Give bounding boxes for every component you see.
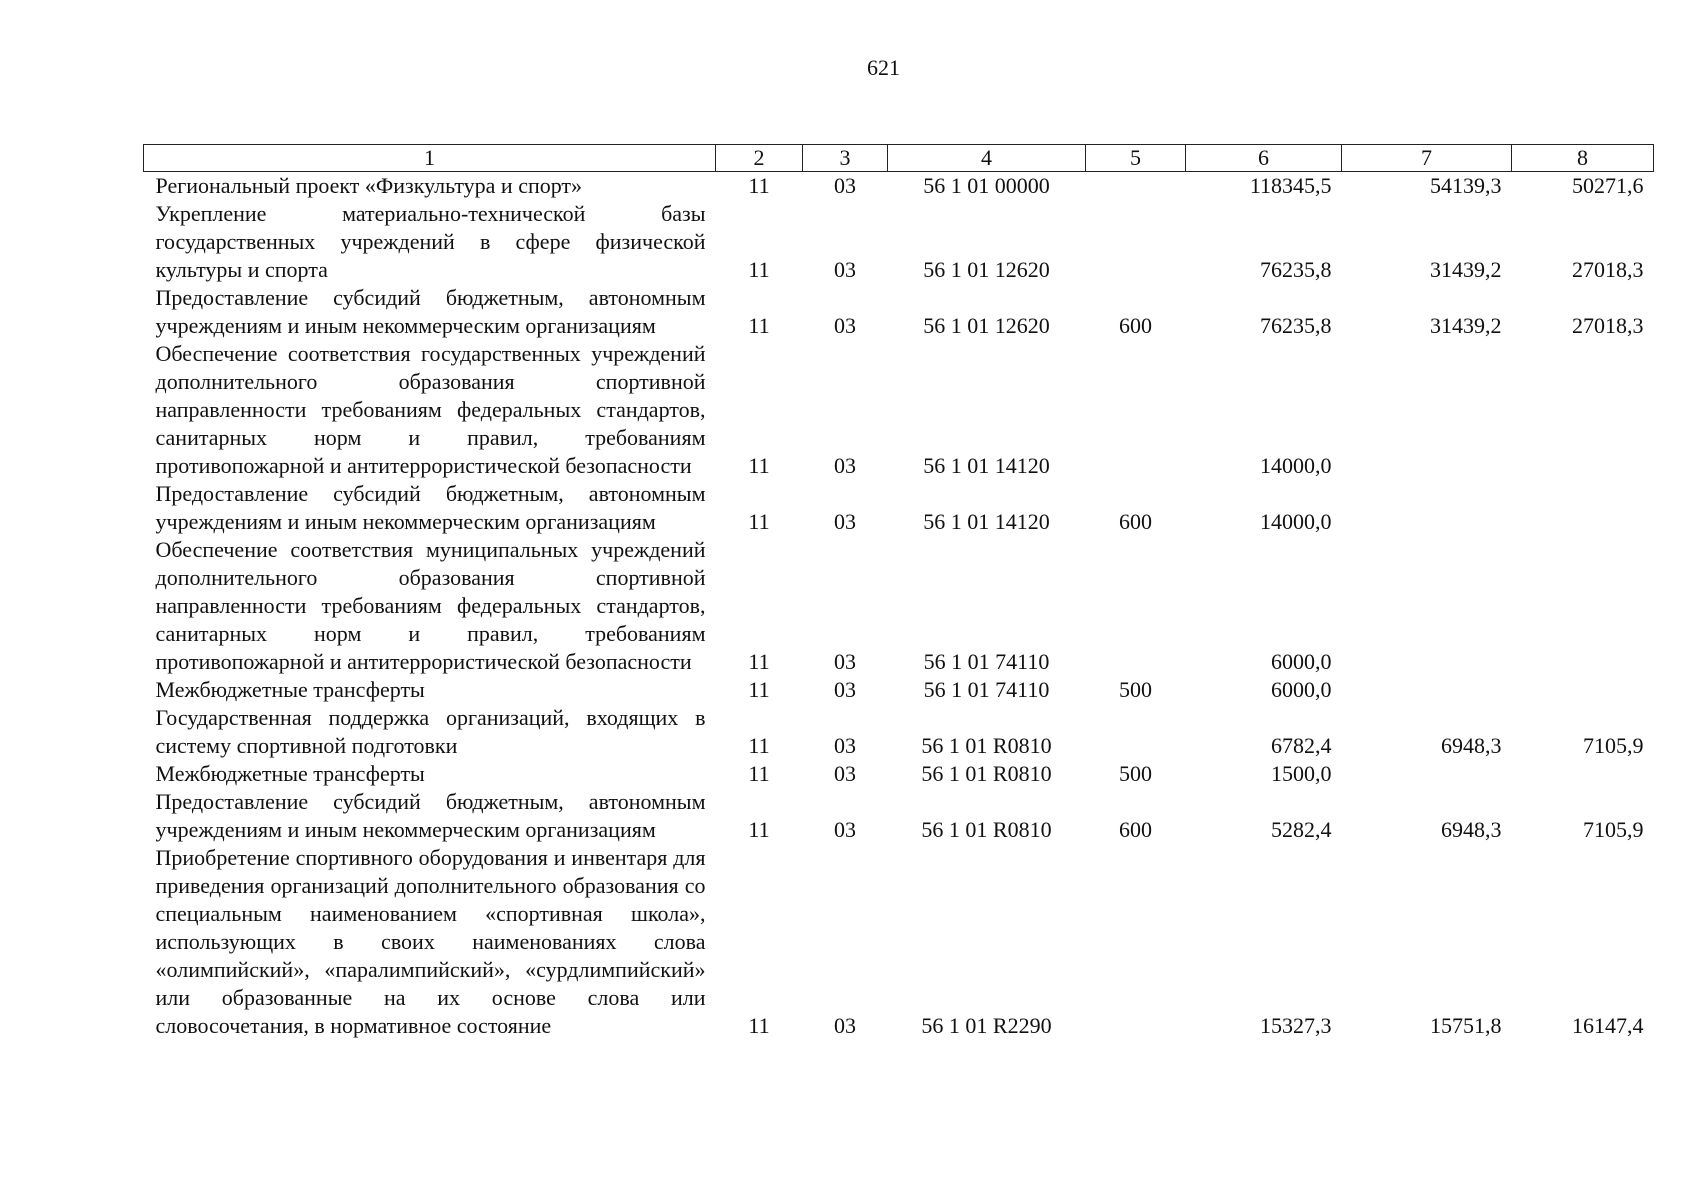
row-amount-1: 6782,4 bbox=[1271, 733, 1332, 758]
row-vr: 500 bbox=[1119, 761, 1152, 786]
row-amount-1: 1500,0 bbox=[1271, 761, 1332, 786]
header-col-6: 6 bbox=[1186, 145, 1342, 172]
table-row bbox=[144, 340, 1654, 480]
row-csr: 56 1 01 R0810 bbox=[921, 761, 1052, 786]
page-number: 621 bbox=[867, 55, 900, 80]
table-row bbox=[144, 844, 1654, 1040]
header-col-5: 5 bbox=[1086, 145, 1186, 172]
row-vr bbox=[1086, 340, 1186, 480]
row-amount-2 bbox=[1342, 760, 1512, 788]
row-csr: 56 1 01 00000 bbox=[923, 173, 1050, 198]
table-row bbox=[144, 676, 1654, 704]
header-col-8: 8 bbox=[1512, 145, 1654, 172]
row-amount-2: 6948,3 bbox=[1441, 817, 1502, 842]
row-pr: 03 bbox=[834, 1013, 856, 1038]
row-name: Приобретение спортивного оборудования и инвентаря для приведения организаций дополнительного образования со специальным наименованием «спортивная школа», использующих в своих наименованиях слова «олимпийский», «паралимпийский», «сурдлимпийский» или образованные на их основе слова или словосочетания, в нормативное состояние bbox=[155, 845, 706, 1038]
row-name: Предоставление субсидий бюджетным, автономным учреждениям и иным некоммерческим организациям bbox=[155, 789, 706, 842]
row-amount-3 bbox=[1512, 536, 1654, 676]
row-pr: 03 bbox=[834, 453, 856, 478]
row-amount-2: 6948,3 bbox=[1441, 733, 1502, 758]
row-amount-2 bbox=[1342, 340, 1512, 480]
row-amount-3: 16147,4 bbox=[1572, 1013, 1644, 1038]
row-amount-1: 118345,5 bbox=[1249, 173, 1332, 198]
header-col-3: 3 bbox=[803, 145, 888, 172]
row-rz: 11 bbox=[748, 677, 770, 702]
row-amount-1: 5282,4 bbox=[1271, 817, 1332, 842]
row-amount-3 bbox=[1512, 676, 1654, 704]
row-csr: 56 1 01 14120 bbox=[923, 453, 1050, 478]
table-row bbox=[144, 172, 1654, 201]
row-pr: 03 bbox=[834, 313, 856, 338]
row-csr: 56 1 01 14120 bbox=[923, 509, 1050, 534]
row-pr: 03 bbox=[834, 677, 856, 702]
row-name: Предоставление субсидий бюджетным, автономным учреждениям и иным некоммерческим организациям bbox=[155, 481, 706, 534]
table-row bbox=[144, 760, 1654, 788]
row-pr: 03 bbox=[834, 817, 856, 842]
row-rz: 11 bbox=[748, 649, 770, 674]
row-vr bbox=[1086, 200, 1186, 284]
row-rz: 11 bbox=[748, 453, 770, 478]
row-vr bbox=[1086, 704, 1186, 760]
row-amount-3: 7105,9 bbox=[1583, 733, 1644, 758]
header-col-4: 4 bbox=[888, 145, 1086, 172]
row-amount-2 bbox=[1342, 676, 1512, 704]
row-name: Обеспечение соответствия муниципальных учреждений дополнительного образования спортивной направленности требованиям федеральных стандартов, санитарных норм и правил, требованиям противопожарной и антитеррористической безопасности bbox=[155, 537, 706, 674]
table-row bbox=[144, 704, 1654, 760]
row-amount-1: 76235,8 bbox=[1260, 313, 1332, 338]
row-rz: 11 bbox=[748, 313, 770, 338]
row-amount-3 bbox=[1512, 480, 1654, 536]
header-col-1: 1 bbox=[144, 145, 716, 172]
row-amount-3 bbox=[1512, 340, 1654, 480]
row-rz: 11 bbox=[748, 817, 770, 842]
row-csr: 56 1 01 R0810 bbox=[921, 817, 1052, 842]
row-name: Региональный проект «Физкультура и спорт» bbox=[155, 173, 583, 198]
row-pr: 03 bbox=[834, 173, 856, 198]
row-rz: 11 bbox=[748, 257, 770, 282]
row-pr: 03 bbox=[834, 761, 856, 786]
row-csr: 56 1 01 12620 bbox=[923, 257, 1050, 282]
row-vr: 600 bbox=[1119, 313, 1152, 338]
header-col-7: 7 bbox=[1342, 145, 1512, 172]
row-vr: 500 bbox=[1119, 677, 1152, 702]
row-name: Межбюджетные трансферты bbox=[155, 761, 425, 786]
row-csr: 56 1 01 12620 bbox=[923, 313, 1050, 338]
row-amount-2: 31439,2 bbox=[1430, 257, 1502, 282]
row-pr: 03 bbox=[834, 733, 856, 758]
row-name: Укрепление материально-технической базы государственных учреждений в сфере физической культуры и спорта bbox=[155, 201, 706, 282]
row-rz: 11 bbox=[748, 733, 770, 758]
row-amount-3 bbox=[1512, 760, 1654, 788]
row-csr: 56 1 01 R0810 bbox=[921, 733, 1052, 758]
row-amount-2: 15751,8 bbox=[1430, 1013, 1502, 1038]
row-amount-1: 14000,0 bbox=[1260, 509, 1332, 534]
row-amount-2: 31439,2 bbox=[1430, 313, 1502, 338]
table-row bbox=[144, 284, 1654, 340]
row-amount-2 bbox=[1342, 536, 1512, 676]
row-rz: 11 bbox=[748, 509, 770, 534]
row-name: Предоставление субсидий бюджетным, автономным учреждениям и иным некоммерческим организациям bbox=[155, 285, 706, 338]
row-amount-1: 76235,8 bbox=[1260, 257, 1332, 282]
row-pr: 03 bbox=[834, 649, 856, 674]
table-row bbox=[144, 788, 1654, 844]
row-amount-3: 27018,3 bbox=[1572, 313, 1644, 338]
table-row bbox=[144, 200, 1654, 284]
row-amount-3: 27018,3 bbox=[1572, 257, 1644, 282]
table-row bbox=[144, 536, 1654, 676]
row-amount-1: 6000,0 bbox=[1271, 649, 1332, 674]
row-vr bbox=[1086, 844, 1186, 1040]
row-amount-1: 14000,0 bbox=[1260, 453, 1332, 478]
row-amount-3: 50271,6 bbox=[1572, 173, 1644, 198]
row-amount-2: 54139,3 bbox=[1430, 173, 1502, 198]
row-csr: 56 1 01 74110 bbox=[923, 649, 1050, 674]
row-pr: 03 bbox=[834, 257, 856, 282]
row-name: Межбюджетные трансферты bbox=[155, 677, 425, 702]
row-name: Обеспечение соответствия государственных учреждений дополнительного образования спортивной направленности требованиям федеральных стандартов, санитарных норм и правил, требованиям противопожарной и антитеррористической безопасности bbox=[155, 341, 706, 478]
header-row bbox=[144, 145, 1654, 172]
table-row bbox=[144, 480, 1654, 536]
row-vr: 600 bbox=[1119, 817, 1152, 842]
row-amount-3: 7105,9 bbox=[1583, 817, 1644, 842]
row-rz: 11 bbox=[748, 761, 770, 786]
table-body bbox=[144, 172, 1654, 1041]
row-rz: 11 bbox=[748, 173, 770, 198]
row-csr: 56 1 01 74110 bbox=[923, 677, 1050, 702]
row-csr: 56 1 01 R2290 bbox=[921, 1013, 1052, 1038]
row-name: Государственная поддержка организаций, входящих в систему спортивной подготовки bbox=[155, 705, 706, 758]
row-vr bbox=[1086, 172, 1186, 201]
budget-table bbox=[143, 144, 1654, 1040]
row-amount-1: 15327,3 bbox=[1260, 1013, 1332, 1038]
row-rz: 11 bbox=[748, 1013, 770, 1038]
table-header bbox=[144, 145, 1654, 172]
row-amount-1: 6000,0 bbox=[1271, 677, 1332, 702]
header-col-2: 2 bbox=[716, 145, 803, 172]
row-amount-2 bbox=[1342, 480, 1512, 536]
row-pr: 03 bbox=[834, 509, 856, 534]
row-vr: 600 bbox=[1119, 509, 1152, 534]
row-vr bbox=[1086, 536, 1186, 676]
